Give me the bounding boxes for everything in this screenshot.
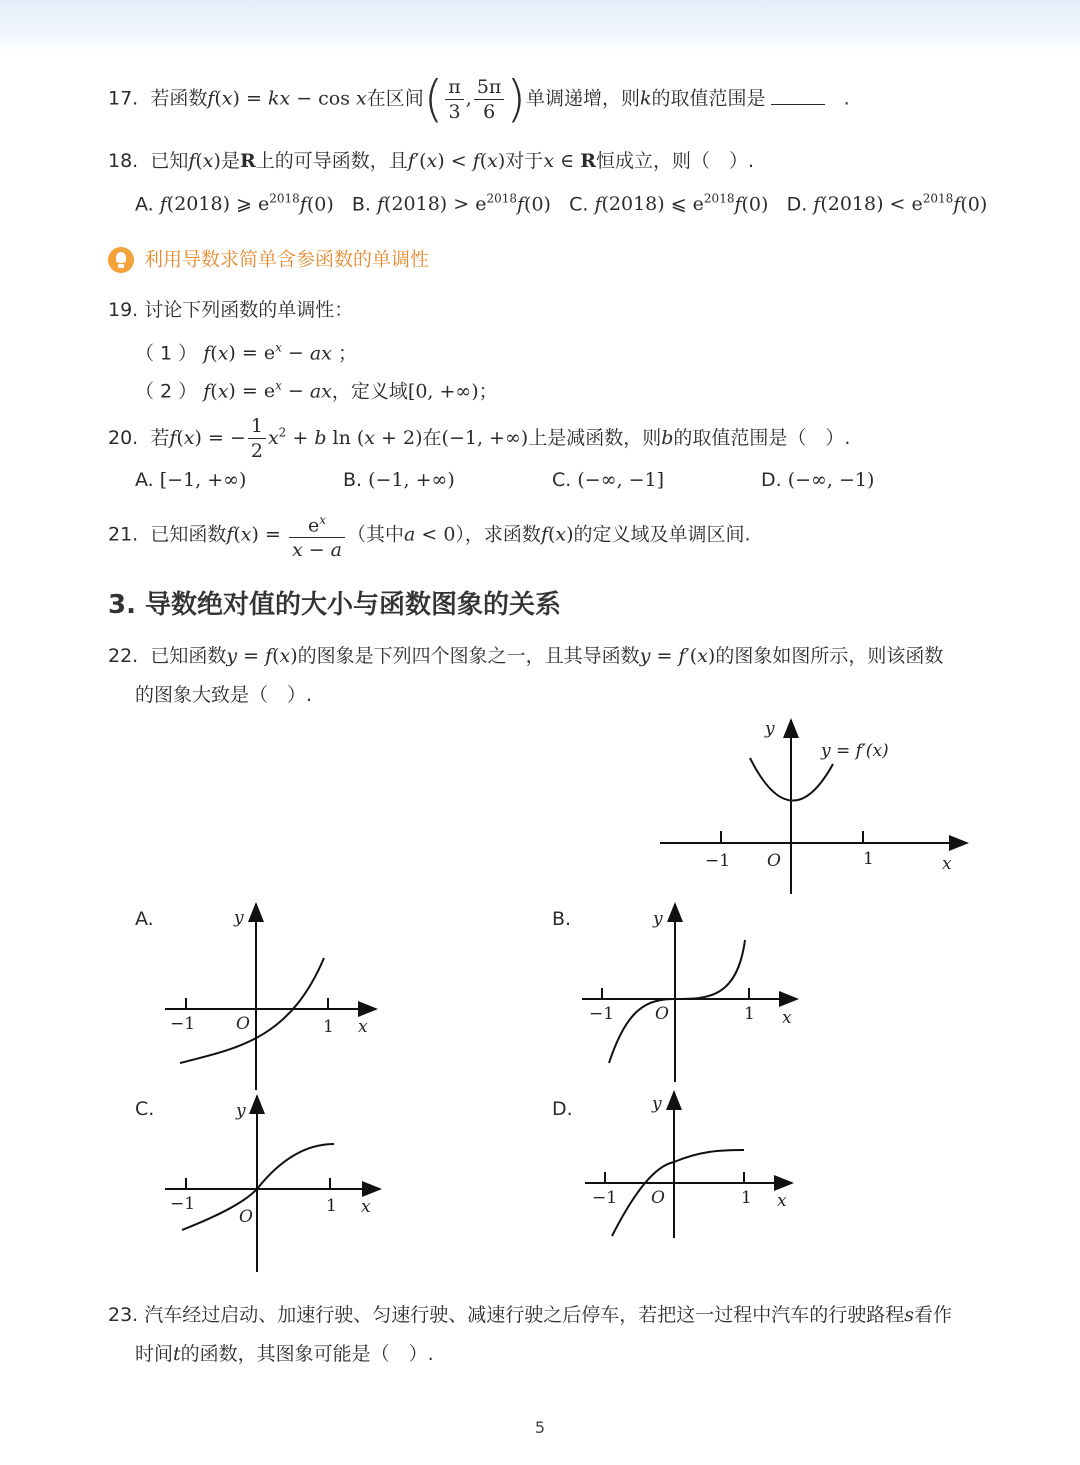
- section-title: 3. 导数绝对值的大小与函数图象的关系: [108, 590, 562, 620]
- tick-neg1: −1: [589, 1004, 615, 1024]
- option-b-graph: [577, 898, 807, 1088]
- curve-label: y = f′(x): [821, 741, 889, 761]
- question-23: 23. 汽车经过启动、加速行驶、匀速行驶、减速行驶之后停车，若把这一过程中汽车的行驶路程s看作: [108, 1304, 953, 1326]
- y-label: y: [652, 1094, 662, 1114]
- option-b-label: B.: [552, 908, 572, 930]
- tick-pos1: 1: [863, 849, 874, 869]
- question-19-part-2: （ 2 ） $f(x) = e^x$ − ax，定义域[0, +∞)；: [135, 379, 498, 403]
- y-label: y: [653, 909, 663, 929]
- origin-label: O: [236, 1014, 250, 1034]
- tick-pos1: 1: [323, 1017, 334, 1037]
- question-17: 17. 若函数f(x) = kx − cos x在区间( $\frac{\pi}{3}$ , $\frac{5\pi}{6}$ )单调递增，则k的取值范围是 .: [108, 70, 850, 128]
- origin-label: O: [239, 1207, 253, 1227]
- lightbulb-icon: [108, 247, 134, 273]
- tick-pos1: 1: [741, 1188, 752, 1208]
- topic-header: 利用导数求简单含参函数的单调性: [108, 246, 429, 273]
- option-a-label: A.: [135, 908, 154, 930]
- tick-neg1: −1: [705, 851, 731, 871]
- option-a-graph: [160, 898, 390, 1093]
- x-label: x: [361, 1197, 371, 1217]
- tick-neg1: −1: [170, 1194, 196, 1214]
- question-20: 20. 若f(x) = − $\frac{1}{2}$ $x^2 + b$ ln (x + 2)在(−1, +∞)上是减函数，则b的取值范围是（ ）.: [108, 415, 851, 462]
- question-20-option-b: B. (−1, +∞): [343, 469, 455, 491]
- x-label: x: [358, 1017, 368, 1037]
- question-21: 21. 已知函数f(x) = $\frac{e^x}{x - a}$ （其中a < 0），求函数f(x)的定义域及单调区间.: [108, 508, 751, 562]
- x-label: x: [782, 1008, 792, 1028]
- derivative-graph: [655, 712, 975, 897]
- tick-neg1: −1: [592, 1188, 618, 1208]
- option-d-label: D.: [552, 1098, 573, 1120]
- tick-pos1: 1: [326, 1196, 337, 1216]
- page-number: 5: [534, 1418, 546, 1437]
- question-20-option-a: A. [−1, +∞): [135, 469, 247, 491]
- origin-label: O: [767, 851, 781, 871]
- question-22-line-2: 的图象大致是（ ）.: [135, 684, 313, 706]
- y-label: y: [765, 719, 775, 739]
- tick-pos1: 1: [744, 1004, 755, 1024]
- question-19: 19. 讨论下列函数的单调性：: [108, 299, 354, 321]
- y-label: y: [236, 1101, 246, 1121]
- question-18-options: A. f(2018) ⩾ $e^{2018}f(0)$ B. $f(2018) > e^{2018}f(0)$ C. f(2018) ⩽ $e^{2018}f(0)$ D. $f(2018) < e^{2018}f(0)$: [135, 192, 988, 216]
- y-label: y: [234, 908, 244, 928]
- question-22: 22. 已知函数y = f(x)的图象是下列四个图象之一，且其导函数y = f′(x)的图象如图所示，则该函数: [108, 645, 944, 667]
- question-20-option-c: C. (−∞, −1]: [552, 469, 665, 491]
- origin-label: O: [655, 1004, 669, 1024]
- option-c-label: C.: [135, 1098, 155, 1120]
- question-19-part-1: （ 1 ） $f(x) = e^x$ − ax ；: [135, 341, 357, 365]
- option-c-graph: [160, 1090, 390, 1275]
- x-label: x: [777, 1191, 787, 1211]
- option-d-graph: [580, 1086, 805, 1241]
- question-23-line-2: 时间t的函数，其图象可能是（ ）.: [135, 1343, 434, 1365]
- question-20-option-d: D. (−∞, −1): [761, 469, 875, 491]
- x-label: x: [942, 854, 952, 874]
- origin-label: O: [651, 1188, 665, 1208]
- tick-neg1: −1: [170, 1014, 196, 1034]
- header-band: [0, 0, 1080, 58]
- question-18: 18. 已知f(x)是R上的可导函数，且f′(x) < f(x)对于x ∈ R恒成立，则（ ）.: [108, 150, 755, 172]
